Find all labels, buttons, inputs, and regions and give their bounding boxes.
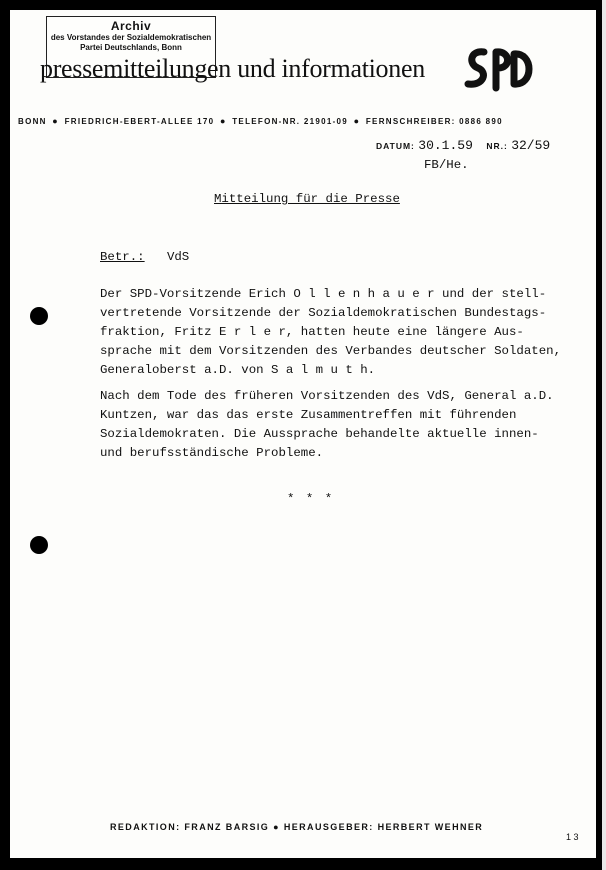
masthead-title: pressemitteilungen und informationen [40,54,425,83]
address-city: BONN [18,117,47,126]
headline: Mitteilung für die Presse [214,192,400,206]
initials: FB/He. [424,158,469,172]
date-value: 30.1.59 [418,138,473,153]
bullet-icon: ● [273,822,280,832]
stamp-line-1: des Vorstandes der Sozialdemokratischen [50,33,212,42]
footer-credits [110,822,483,832]
footer-herausgeber: HERAUSGEBER: HERBERT WEHNER [283,822,484,832]
paragraph-1: Der SPD-Vorsitzende Erich O l l e n h a u e r und der stell- vertretende Vorsitzende der Sozialdemokratischen Bundestags- fraktion, Fritz E r l e r, hatten heute eine längere Aus- sprache mit dem Vorsitzenden des Verbandes deutscher Soldaten, Generaloberst a.D. von S a l m u t h. [100,287,562,377]
corner-mark: 1 3 [566,832,579,842]
page-edge [602,0,606,870]
number-label: NR.: [486,141,508,151]
address-phone: TELEFON-NR. 21901-09 [232,117,349,126]
address-telex: FERNSCHREIBER: 0886 890 [365,117,503,126]
press-release-page [10,10,596,858]
stamp-line-2: Partei Deutschlands, Bonn [80,43,182,52]
punch-hole-bottom [30,536,48,554]
date-number-row [376,138,550,153]
punch-hole-top [30,307,48,325]
address-street: FRIEDRICH-EBERT-ALLEE 170 [64,117,215,126]
footer-redaktion: REDAKTION: FRANZ BARSIG [110,822,270,832]
paragraph-2: Nach dem Tode des früheren Vorsitzenden des VdS, General a.D. Kuntzen, war das das erste Zusammentreffen mit führenden Sozialdemokraten. Die Aussprache behandelte aktuelle innen- und berufsständische Probleme. [100,389,554,460]
subject-label: Betr.: [100,250,145,264]
number-value: 32/59 [511,138,551,153]
subject-value: VdS [166,250,190,264]
spd-logo-icon [462,44,536,94]
separator: * * * [287,492,335,506]
subject-line [100,248,189,267]
address-line [18,116,596,126]
date-label: DATUM: [376,141,415,151]
bullet-icon: ● [219,116,227,126]
bullet-icon: ● [353,116,361,126]
stamp-title: Archiv [110,19,152,33]
logo-text: SPD [462,44,464,45]
bullet-icon: ● [52,116,60,126]
